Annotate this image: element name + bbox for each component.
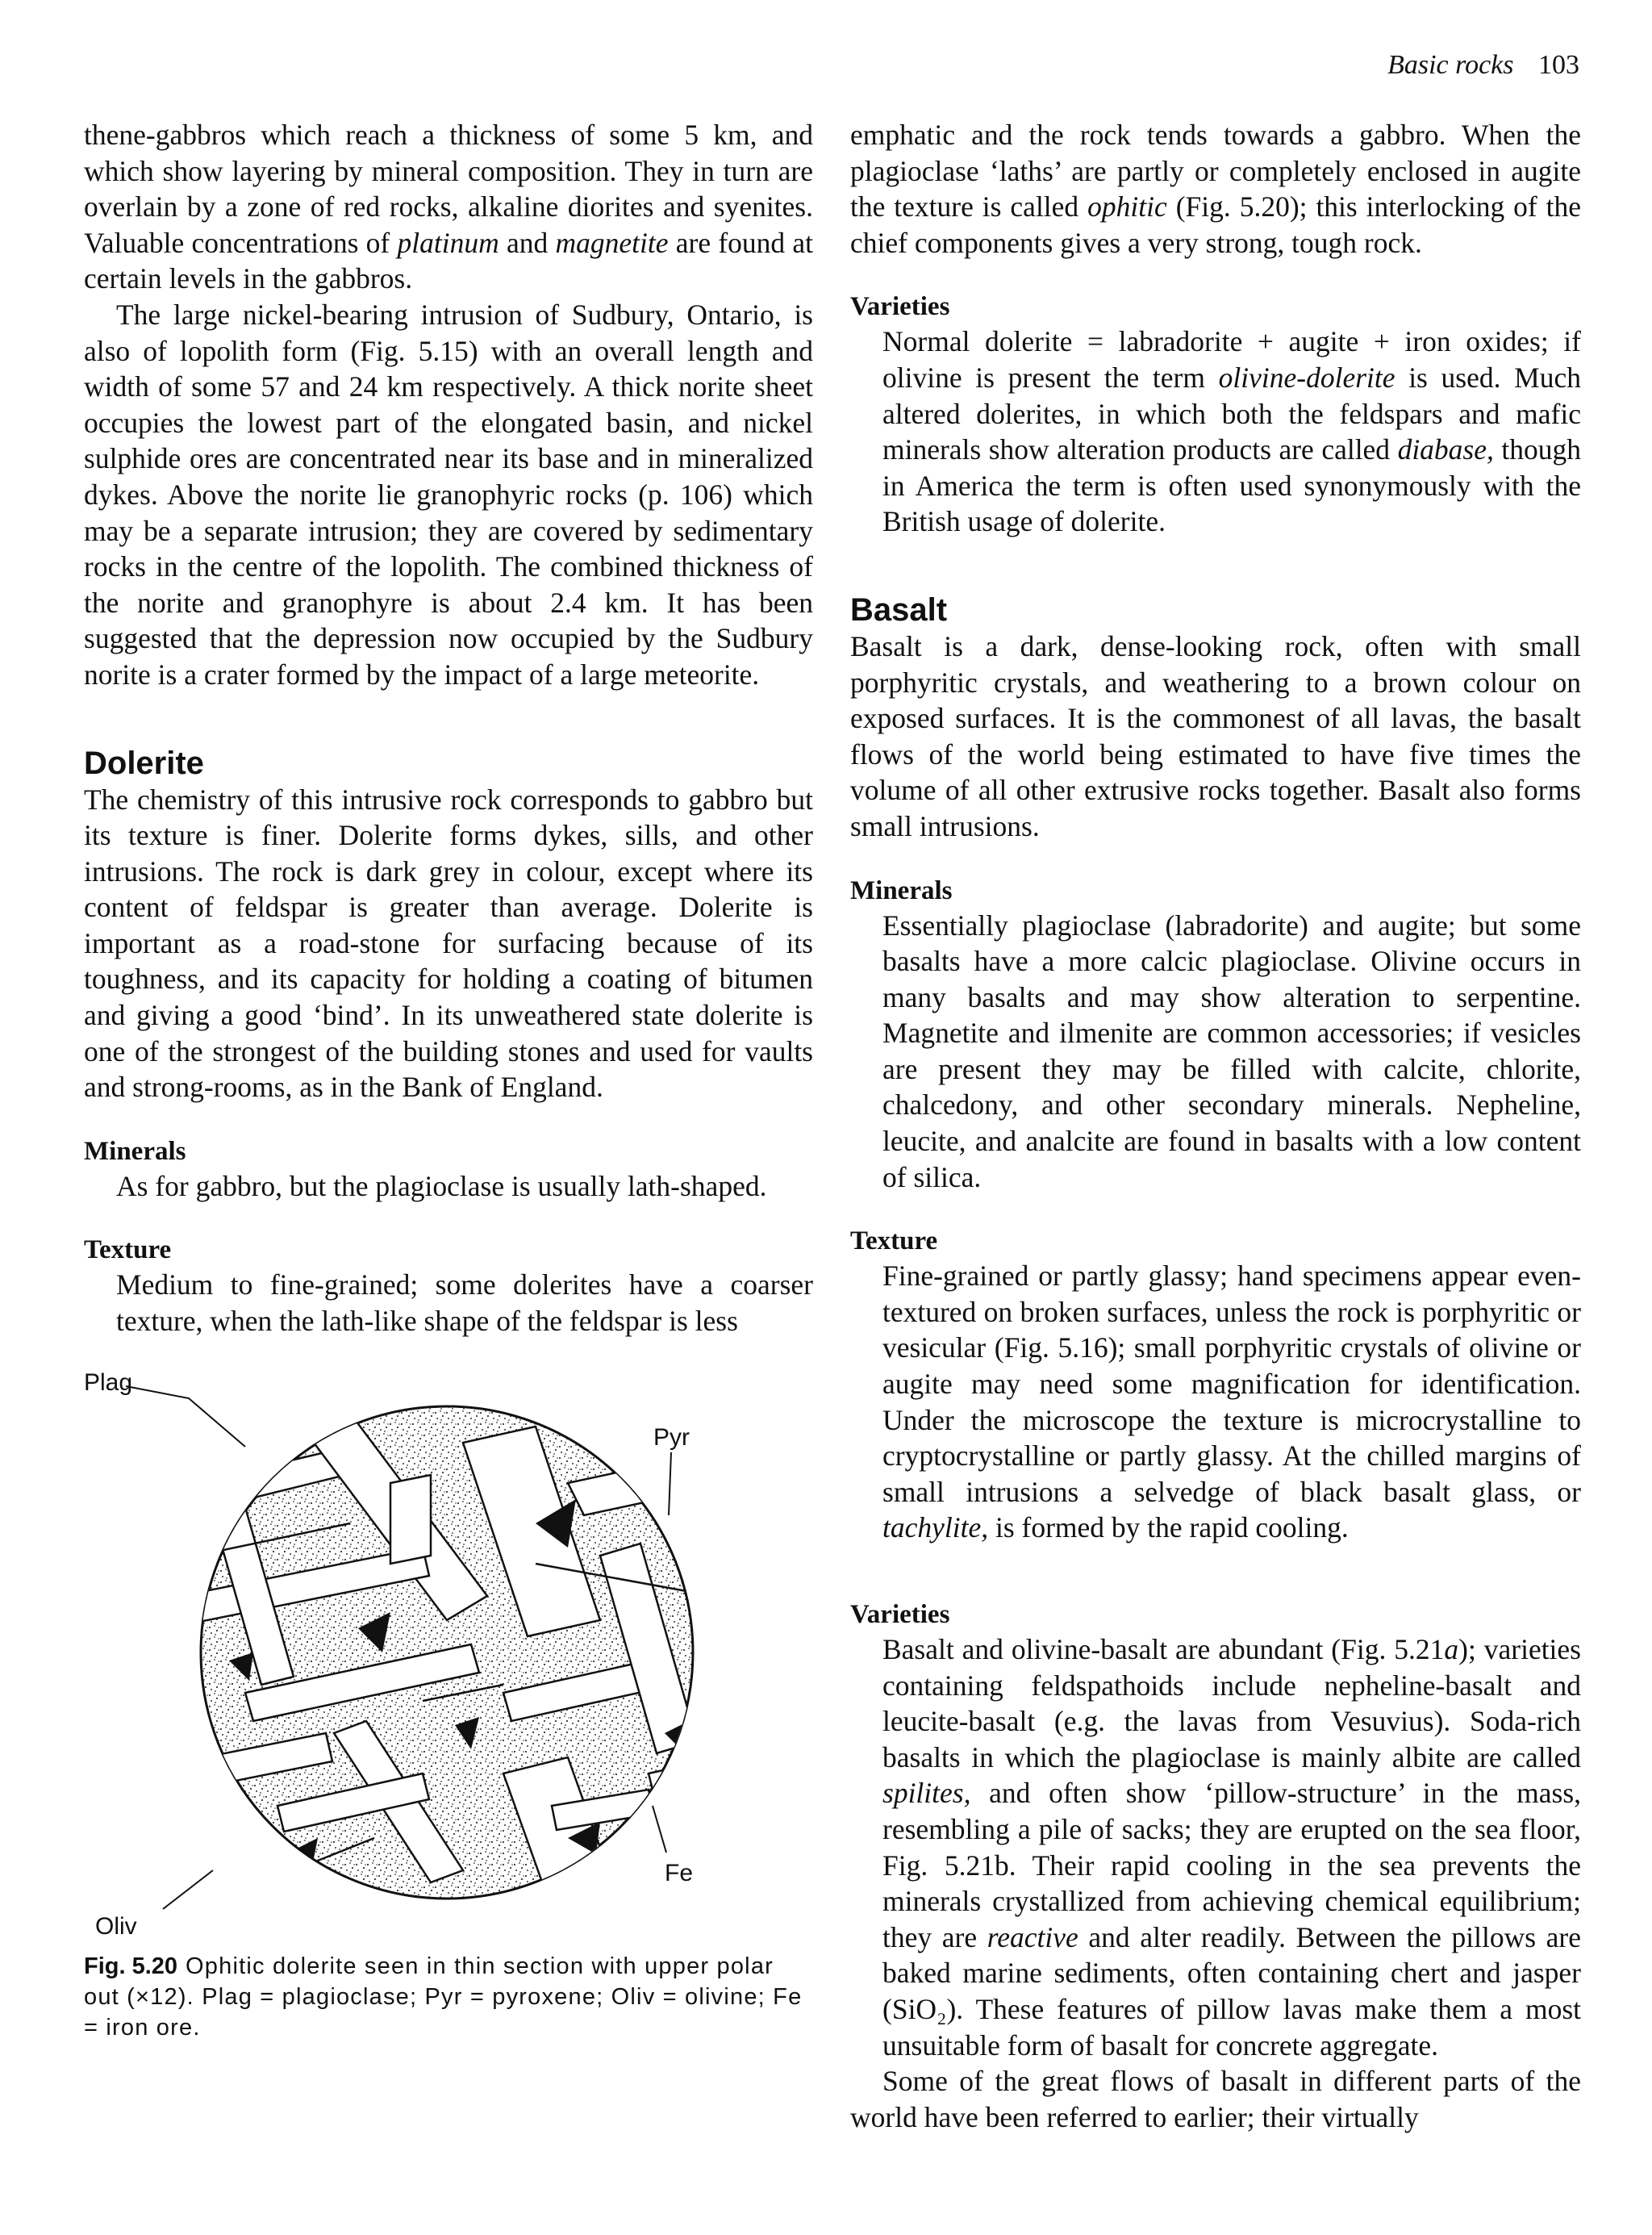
running-head-title: Basic rocks [1387,50,1514,80]
running-head [1387,50,1579,81]
thin-section-illustration [84,1354,813,1943]
paragraph-basalt-texture: Fine-grained or partly glassy; hand specimens appear even-textured on broken surfaces, unless the rock is porphyritic or vesicular (Fig. 5.16); small porphyritic crystals of olivine or augite may need some magnification for identification. Under the microscope the texture is microcrystalline to cryptocrystalline or partly glassy. At the chilled margins of small intrusions a selvedge of black basalt glass, or tachylite, is formed by the rapid cooling. [882,1260,1581,1544]
left-column [84,117,813,2043]
heading-basalt: Basalt [850,591,948,628]
heading-dolerite-varieties: Varieties [850,292,950,322]
figure-ophitic-dolerite [84,1354,813,1943]
paragraph-gabbro-continued: thene-gabbros which reach a thickness of some 5 km, and which show layering by mineral composition. They in turn are overlain by a zone of red rocks, alkaline diorites and syenites. Valuable concentrations of platinum and magnetite are found at certain levels in the gabbros. [84,119,814,295]
label-oliv: Oliv [95,1912,137,1940]
paragraph-basalt-flows: Some of the great flows of basalt in different parts of the world have been referred to earlier; their virtually [850,2065,1581,2133]
paragraph-dolerite-minerals: As for gabbro, but the plagioclase is usually lath-shaped. [116,1169,767,1202]
label-plag: Plag [84,1368,133,1396]
figure-caption-text: Ophitic dolerite seen in thin section with upper polar out (×12). Plag = plagioclase; Pyr = pyroxene; Oliv = olivine; Fe = iron ore. [84,1953,803,2041]
label-pyr: Pyr [653,1423,690,1451]
label-fe: Fe [665,1859,694,1886]
heading-basalt-minerals: Minerals [850,875,953,905]
right-column [850,117,1581,2135]
paragraph-texture-continued: emphatic and the rock tends towards a gabbro. When the plagioclase ‘laths’ are partly or completely enclosed in augite the texture is called ophitic (Fig. 5.20); this interlocking of the chief components gives a very strong, tough rock. [850,119,1582,259]
paragraph-dolerite-varieties: Normal dolerite = labradorite + augite + iron oxides; if olivine is present the term olivine-dolerite is used. Much altered dolerites, in which both the feldspars and mafic minerals show alteration products are called diabase, though in America the term is often used synonymously with the British usage of dolerite. [882,325,1582,538]
paragraph-dolerite: The chemistry of this intrusive rock corresponds to gabbro but its texture is finer. Dolerite forms dykes, sills, and other intrusions. The rock is dark grey in colour, except where its content of feldspar is greater than average. Dolerite is important as a road-stone for surfacing because of its toughness, and its capacity for holding a coating of bitumen and giving a good ‘bind’. In its unweathered state dolerite is one of the strongest of the building stones and used for vaults and strong-rooms, as in the Bank of England. [84,783,813,1104]
paragraph-basalt-minerals: Essentially plagioclase (labradorite) and augite; but some basalts have a more calcic plagioclase. Olivine occurs in many basalts and may show alteration to serpentine. Magnetite and ilmenite are common accessories; if vesicles are present they may be filled with calcite, chlorite, chalcedony, and other secondary minerals. Nepheline, leucite, and analcite are found in basalts with a low content of silica. [882,909,1581,1193]
figure-caption [84,1951,813,2043]
page-number: 103 [1538,50,1579,80]
heading-basalt-texture: Texture [850,1226,938,1256]
paragraph-basalt: Basalt is a dark, dense-looking rock, often with small porphyritic crystals, and weathering to a brown colour on exposed surfaces. It is the commonest of all lavas, the basalt flows of the world being estimated to have five times the volume of all other extrusive rocks together. Basalt also forms small intrusions. [850,629,1581,842]
heading-dolerite-minerals: Minerals [84,1136,186,1166]
paragraph-sudbury: The large nickel-bearing intrusion of Sudbury, Ontario, is also of lopolith form (Fig. 5.15) with an overall length and width of some 57 and 24 km respectively. A thick norite sheet occupies the lowest part of the elongated basin, and nickel sulphide ores are concentrated near its base and in mineralized dykes. Above the norite lie granophyric rocks (p. 106) which may be a separate intrusion; they are covered by sedimentary rocks in the centre of the lopolith. The combined thickness of the norite and granophyre is about 2.4 km. It has been suggested that the depression now occupied by the Sudbury norite is a crater formed by the impact of a large meteorite. [84,298,813,691]
heading-dolerite-texture: Texture [84,1235,172,1265]
heading-basalt-varieties: Varieties [850,1600,950,1629]
figure-caption-number: Fig. 5.20 [84,1953,178,1979]
heading-dolerite: Dolerite [84,745,204,781]
paragraph-dolerite-texture: Medium to fine-grained; some dolerites have a coarser texture, when the lath-like shape of the feldspar is less [116,1268,813,1338]
paragraph-basalt-varieties: Basalt and olivine-basalt are abundant (Fig. 5.21a); varieties containing feldspathoids include nepheline-basalt and leucite-basalt (e.g. the lavas from Vesuvius). Soda-rich basalts in which the plagioclase is mainly albite are called spilites, and often show ‘pillow-structure’ in the mass, resembling a pile of sacks; they are erupted on the sea floor, Fig. 5.21b. Their rapid cooling in the sea prevents the minerals crystallized from achieving chemical equilibrium; they are reactive and alter readily. Between the pillows are baked marine sediments, often containing chert and jasper (SiO₂). These features of pillow lavas make them a most unsuitable form of basalt for concrete aggregate. [882,1633,1582,2062]
